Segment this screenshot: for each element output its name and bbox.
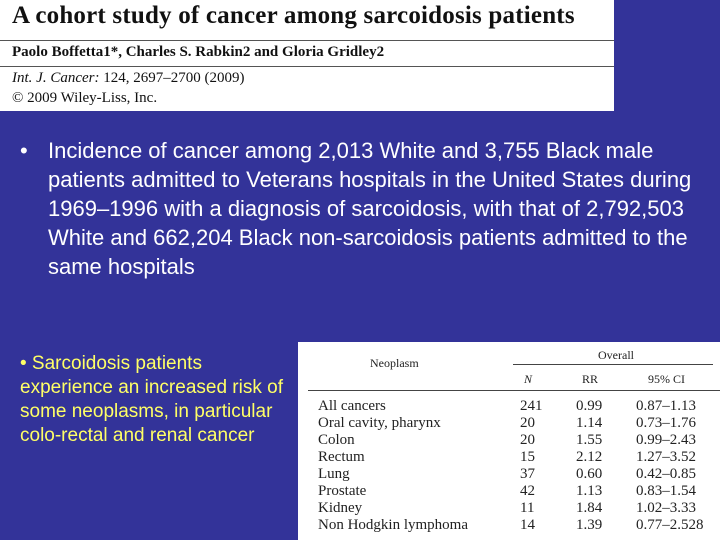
column-header-rr: RR: [582, 372, 599, 386]
header-rule: [308, 390, 720, 391]
neoplasm-cell: Rectum: [318, 449, 365, 465]
n-cell: 42: [520, 483, 535, 499]
rr-cell: 2.12: [576, 449, 603, 465]
column-header-n: N: [524, 372, 533, 386]
ci-cell: 0.73–1.76: [636, 415, 696, 431]
ci-cell: 0.77–2.528: [636, 517, 704, 533]
rr-cell: 0.60: [576, 466, 603, 482]
n-cell: 11: [520, 500, 535, 516]
ci-cell: 0.42–0.85: [636, 466, 696, 482]
results-table: [298, 342, 720, 540]
rr-cell: 1.13: [576, 483, 603, 499]
column-group-overall: Overall: [598, 348, 634, 362]
ci-cell: 0.83–1.54: [636, 483, 696, 499]
rr-cell: 1.55: [576, 432, 603, 448]
ci-cell: 0.87–1.13: [636, 398, 696, 414]
rr-cell: 1.84: [576, 500, 603, 516]
copyright-line: © 2009 Wiley-Liss, Inc.: [12, 90, 158, 106]
journal-reference: [12, 70, 244, 87]
ci-cell: 1.27–3.52: [636, 449, 696, 465]
n-cell: 20: [520, 415, 535, 431]
n-cell: 241: [520, 398, 543, 414]
neoplasm-cell: Non Hodgkin lymphoma: [318, 517, 468, 533]
neoplasm-cell: Colon: [318, 432, 355, 448]
column-header-ci: 95% CI: [648, 372, 685, 386]
journal-name: Int. J. Cancer:: [12, 70, 100, 86]
main-bullet-text: Incidence of cancer among 2,013 White and 3,755 Black male patients admitted to Veterans hospitals in the United States during 1969–1996 with a diagnosis of sarcoidosis, with that of 2,792,503 White and 662,204 Black non-sarcoidosis patients admitted to the same hospitals: [48, 138, 692, 279]
neoplasm-cell: Kidney: [318, 500, 363, 516]
ci-cell: 0.99–2.43: [636, 432, 696, 448]
main-bullet-point: [20, 136, 710, 281]
conclusion-bullet: • Sarcoidosis patients experience an increased risk of some neoplasms, in particular colo-rectal and renal cancer: [20, 353, 283, 446]
neoplasm-cell: All cancers: [318, 398, 386, 414]
rr-cell: 1.39: [576, 517, 603, 533]
n-cell: 20: [520, 432, 535, 448]
rr-cell: 1.14: [576, 415, 603, 431]
ci-cell: 1.02–3.33: [636, 500, 696, 516]
paper-title: A cohort study of cancer among sarcoidosis patients: [12, 2, 575, 29]
header-divider: [0, 40, 614, 41]
group-underline: [513, 364, 713, 365]
neoplasm-cell: Lung: [318, 466, 350, 482]
n-cell: 37: [520, 466, 535, 482]
header-divider: [0, 66, 614, 67]
journal-volume-pages: 124, 2697–2700 (2009): [103, 70, 245, 86]
n-cell: 15: [520, 449, 535, 465]
column-header-neoplasm: Neoplasm: [370, 356, 419, 370]
bullet-marker: •: [20, 138, 28, 163]
rr-cell: 0.99: [576, 398, 603, 414]
citation-header: [0, 0, 614, 111]
neoplasm-cell: Prostate: [318, 483, 367, 499]
paper-authors: Paolo Boffetta1*, Charles S. Rabkin2 and Gloria Gridley2: [12, 44, 385, 60]
neoplasm-cell: Oral cavity, pharynx: [318, 415, 441, 431]
n-cell: 14: [520, 517, 535, 533]
